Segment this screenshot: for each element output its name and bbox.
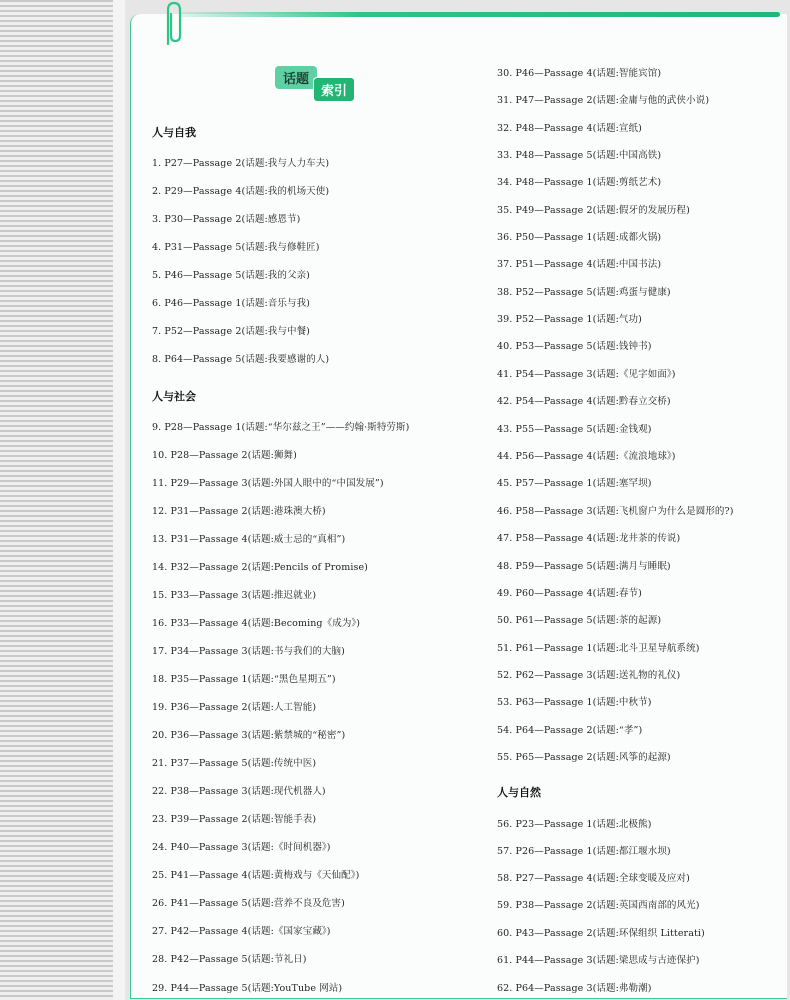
index-entry: 37. P51—Passage 4(话题:中国书法) (497, 259, 662, 270)
index-entry: 62. P64—Passage 3(话题:弗勒潮) (497, 983, 652, 994)
index-entry: 11. P29—Passage 3(话题:外国人眼中的“中国发展”) (152, 478, 384, 489)
index-entry: 19. P36—Passage 2(话题:人工智能) (152, 702, 317, 713)
index-entry: 38. P52—Passage 5(话题:鸡蛋与健康) (497, 287, 671, 298)
index-entry: 23. P39—Passage 2(话题:智能手表) (152, 814, 317, 825)
badge-index-label: 索引 (313, 77, 355, 102)
category-heading: 人与自然 (497, 786, 541, 799)
index-entry: 47. P58—Passage 4(话题:龙井茶的传说) (497, 533, 681, 544)
header-accent-bar (180, 12, 780, 17)
index-entry: 6. P46—Passage 1(话题:音乐与我) (152, 298, 310, 309)
index-entry: 21. P37—Passage 5(话题:传统中医) (152, 758, 317, 769)
index-entry: 36. P50—Passage 1(话题:成都火锅) (497, 232, 662, 243)
index-entry: 17. P34—Passage 3(话题:书与我们的大脑) (152, 646, 345, 657)
index-entry: 40. P53—Passage 5(话题:钱钟书) (497, 341, 652, 352)
index-entry: 55. P65—Passage 2(话题:风筝的起源) (497, 752, 671, 763)
index-entry: 31. P47—Passage 2(话题:金庸与他的武侠小说) (497, 95, 710, 106)
index-entry: 13. P31—Passage 4(话题:威士忌的“真相”) (152, 534, 346, 545)
index-entry: 4. P31—Passage 5(话题:我与修鞋匠) (152, 242, 320, 253)
topic-index-badge (275, 66, 355, 102)
index-entry: 5. P46—Passage 5(话题:我的父亲) (152, 270, 310, 281)
index-entry: 41. P54—Passage 3(话题:《见字如面》) (497, 369, 676, 380)
index-entry: 42. P54—Passage 4(话题:黔春立交桥) (497, 396, 671, 407)
index-entry: 59. P38—Passage 2(话题:英国西南部的风光) (497, 900, 700, 911)
index-entry: 26. P41—Passage 5(话题:营养不良及危害) (152, 898, 345, 909)
index-entry: 60. P43—Passage 2(话题:环保组织 Litterati) (497, 928, 705, 939)
page-edge-stripes (0, 0, 113, 1000)
index-entry: 25. P41—Passage 4(话题:黄梅戏与《天仙配》) (152, 870, 360, 881)
index-entry: 12. P31—Passage 2(话题:港珠澳大桥) (152, 506, 326, 517)
index-entry: 35. P49—Passage 2(话题:假牙的发展历程) (497, 205, 690, 216)
index-entry: 8. P64—Passage 5(话题:我要感谢的人) (152, 354, 330, 365)
page-gutter (113, 0, 125, 1000)
index-entry: 22. P38—Passage 3(话题:现代机器人) (152, 786, 326, 797)
index-entry: 61. P44—Passage 3(话题:梁思成与古迹保护) (497, 955, 700, 966)
index-entry: 32. P48—Passage 4(话题:宣纸) (497, 123, 642, 134)
index-entry: 50. P61—Passage 5(话题:茶的起源) (497, 615, 662, 626)
index-entry: 14. P32—Passage 2(话题:Pencils of Promise) (152, 562, 368, 573)
index-entry: 27. P42—Passage 4(话题:《国家宝藏》) (152, 926, 331, 937)
index-entry: 48. P59—Passage 5(话题:满月与睡眠) (497, 561, 671, 572)
index-entry: 49. P60—Passage 4(话题:春节) (497, 588, 642, 599)
index-entry: 9. P28—Passage 1(话题:“华尔兹之王”——约翰·斯特劳斯) (152, 422, 410, 433)
index-entry: 24. P40—Passage 3(话题:《时间机器》) (152, 842, 331, 853)
index-entry: 44. P56—Passage 4(话题:《流浪地球》) (497, 451, 676, 462)
index-entry: 15. P33—Passage 3(话题:推迟就业) (152, 590, 317, 601)
index-entry: 20. P36—Passage 3(话题:紫禁城的“秘密”) (152, 730, 346, 741)
index-entry: 45. P57—Passage 1(话题:塞罕坝) (497, 478, 652, 489)
index-entry: 54. P64—Passage 2(话题:“孝”) (497, 725, 643, 736)
index-entry: 52. P62—Passage 3(话题:送礼物的礼仪) (497, 670, 681, 681)
index-entry: 56. P23—Passage 1(话题:北极熊) (497, 819, 652, 830)
index-entry: 46. P58—Passage 3(话题:飞机窗户为什么是圆形的?) (497, 506, 734, 517)
index-entry: 33. P48—Passage 5(话题:中国高铁) (497, 150, 662, 161)
index-entry: 16. P33—Passage 4(话题:Becoming《成为》) (152, 618, 361, 629)
index-entry: 57. P26—Passage 1(话题:都江堰水坝) (497, 846, 671, 857)
index-entry: 3. P30—Passage 2(话题:感恩节) (152, 214, 301, 225)
index-entry: 51. P61—Passage 1(话题:北斗卫星导航系统) (497, 643, 700, 654)
index-entry: 58. P27—Passage 4(话题:全球变暖及应对) (497, 873, 690, 884)
index-entry: 34. P48—Passage 1(话题:剪纸艺术) (497, 177, 662, 188)
category-heading: 人与自我 (152, 126, 196, 139)
index-entry: 10. P28—Passage 2(话题:狮舞) (152, 450, 297, 461)
badge-topic-label: 话题 (275, 66, 317, 89)
index-entry: 43. P55—Passage 5(话题:金钱观) (497, 424, 652, 435)
index-entry: 29. P44—Passage 5(话题:YouTube 网站) (152, 983, 343, 994)
index-entry: 7. P52—Passage 2(话题:我与中餐) (152, 326, 310, 337)
index-entry: 30. P46—Passage 4(话题:智能宾馆) (497, 68, 662, 79)
index-entry: 1. P27—Passage 2(话题:我与人力车夫) (152, 158, 330, 169)
category-heading: 人与社会 (152, 390, 196, 403)
index-entry: 2. P29—Passage 4(话题:我的机场天使) (152, 186, 330, 197)
paperclip-icon (158, 0, 188, 48)
index-entry: 53. P63—Passage 1(话题:中秋节) (497, 697, 652, 708)
index-entry: 28. P42—Passage 5(话题:节礼日) (152, 954, 307, 965)
index-entry: 18. P35—Passage 1(话题:“黑色星期五”) (152, 674, 336, 685)
index-entry: 39. P52—Passage 1(话题:气功) (497, 314, 642, 325)
